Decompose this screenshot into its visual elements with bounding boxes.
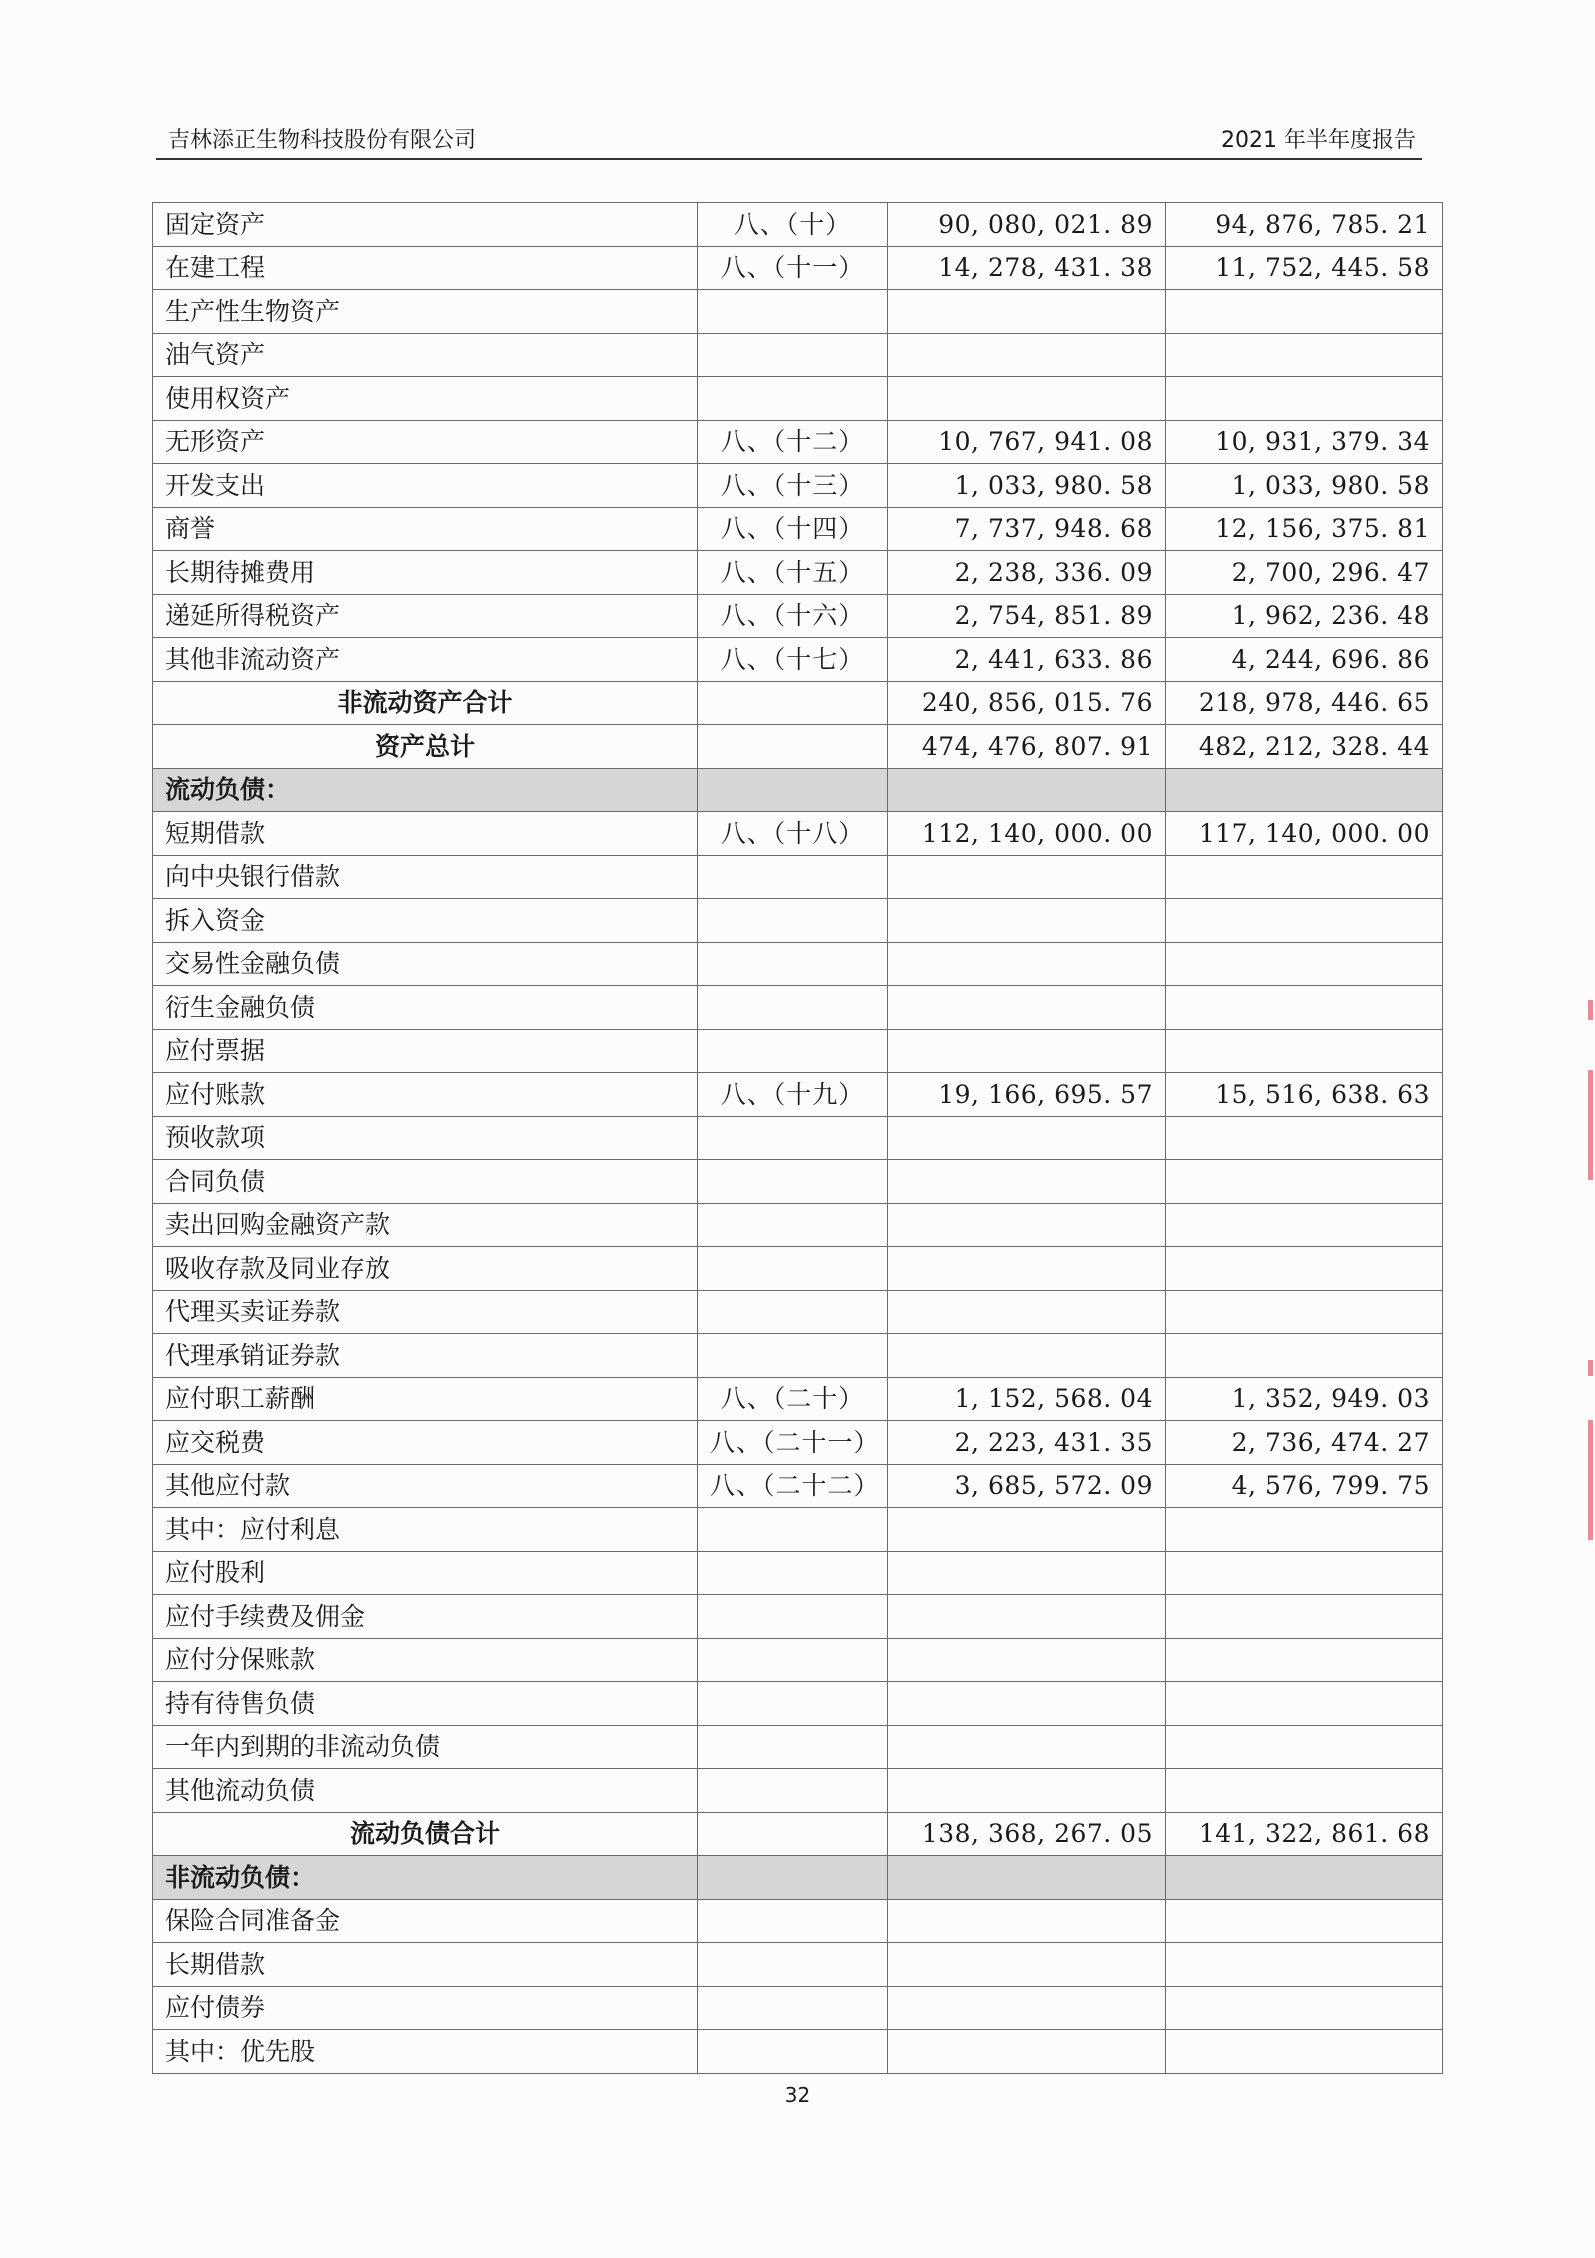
note-ref	[698, 725, 888, 769]
table-row	[153, 1073, 1443, 1117]
table-row	[153, 1116, 1443, 1160]
note-ref: 八、（十六）	[698, 594, 888, 638]
period-end-value	[888, 1769, 1166, 1813]
period-end-value	[888, 1029, 1166, 1073]
note-ref: 八、（二十）	[698, 1377, 888, 1421]
note-ref: 八、（十四）	[698, 507, 888, 551]
prior-year-end-value: 4, 576, 799. 75	[1166, 1464, 1443, 1508]
table-row	[153, 551, 1443, 595]
prior-year-end-value: 94, 876, 785. 21	[1166, 203, 1443, 247]
table-row	[153, 1421, 1443, 1465]
prior-year-end-value	[1166, 1986, 1443, 2030]
note-ref	[698, 2030, 888, 2074]
prior-year-end-value: 117, 140, 000. 00	[1166, 812, 1443, 856]
prior-year-end-value	[1166, 1638, 1443, 1682]
prior-year-end-value	[1166, 1943, 1443, 1987]
table-row	[153, 507, 1443, 551]
row-label: 合同负债	[153, 1160, 698, 1204]
balance-sheet-table	[152, 202, 1443, 2074]
note-ref	[698, 1551, 888, 1595]
prior-year-end-value	[1166, 1551, 1443, 1595]
table-row	[153, 1725, 1443, 1769]
table-row	[153, 464, 1443, 508]
note-ref: 八、（十三）	[698, 464, 888, 508]
table-row	[153, 1334, 1443, 1378]
row-label: 应付票据	[153, 1029, 698, 1073]
period-end-value: 90, 080, 021. 89	[888, 203, 1166, 247]
prior-year-end-value	[1166, 1725, 1443, 1769]
row-label: 应付职工薪酬	[153, 1377, 698, 1421]
prior-year-end-value	[1166, 1116, 1443, 1160]
row-label: 无形资产	[153, 420, 698, 464]
table-row	[153, 420, 1443, 464]
note-ref	[698, 986, 888, 1030]
prior-year-end-value	[1166, 1682, 1443, 1726]
page-number: 32	[784, 2083, 811, 2107]
note-ref	[698, 1203, 888, 1247]
period-end-value: 3, 685, 572. 09	[888, 1464, 1166, 1508]
row-label: 预收款项	[153, 1116, 698, 1160]
table-row	[153, 1899, 1443, 1943]
prior-year-end-value: 15, 516, 638. 63	[1166, 1073, 1443, 1117]
period-end-value: 7, 737, 948. 68	[888, 507, 1166, 551]
prior-year-end-value: 2, 700, 296. 47	[1166, 551, 1443, 595]
prior-year-end-value	[1166, 986, 1443, 1030]
row-label: 应付账款	[153, 1073, 698, 1117]
prior-year-end-value	[1166, 1029, 1443, 1073]
note-ref	[698, 1638, 888, 1682]
total-row	[153, 681, 1443, 725]
prior-year-end-value	[1166, 2030, 1443, 2074]
period-end-value	[888, 899, 1166, 943]
row-label: 卖出回购金融资产款	[153, 1203, 698, 1247]
row-label: 流动负债：	[153, 768, 698, 812]
table-row	[153, 942, 1443, 986]
period-end-value	[888, 1290, 1166, 1334]
prior-year-end-value	[1166, 1247, 1443, 1291]
prior-year-end-value	[1166, 1595, 1443, 1639]
note-ref: 八、（二十一）	[698, 1421, 888, 1465]
seal-edge-marks	[1588, 1000, 1593, 1560]
row-label: 资产总计	[153, 725, 698, 769]
period-end-value: 14, 278, 431. 38	[888, 246, 1166, 290]
period-end-value: 112, 140, 000. 00	[888, 812, 1166, 856]
table-row	[153, 1986, 1443, 2030]
table-row	[153, 203, 1443, 247]
period-end-value	[888, 1160, 1166, 1204]
prior-year-end-value: 10, 931, 379. 34	[1166, 420, 1443, 464]
prior-year-end-value	[1166, 377, 1443, 421]
table-row	[153, 1551, 1443, 1595]
table-row	[153, 855, 1443, 899]
note-ref	[698, 1725, 888, 1769]
table-row	[153, 1464, 1443, 1508]
prior-year-end-value: 11, 752, 445. 58	[1166, 246, 1443, 290]
period-end-value	[888, 986, 1166, 1030]
period-end-value	[888, 2030, 1166, 2074]
row-label: 短期借款	[153, 812, 698, 856]
prior-year-end-value: 1, 033, 980. 58	[1166, 464, 1443, 508]
prior-year-end-value: 2, 736, 474. 27	[1166, 1421, 1443, 1465]
table-row	[153, 1247, 1443, 1291]
row-label: 商誉	[153, 507, 698, 551]
row-label: 在建工程	[153, 246, 698, 290]
note-ref	[698, 1769, 888, 1813]
prior-year-end-value	[1166, 899, 1443, 943]
row-label: 持有待售负债	[153, 1682, 698, 1726]
row-label: 其中：应付利息	[153, 1508, 698, 1552]
period-end-value	[888, 290, 1166, 334]
page-header	[156, 118, 1422, 160]
company-name: 吉林添正生物科技股份有限公司	[168, 128, 477, 153]
row-label: 其他应付款	[153, 1464, 698, 1508]
note-ref	[698, 681, 888, 725]
table-row	[153, 1029, 1443, 1073]
note-ref	[698, 1682, 888, 1726]
table-row	[153, 638, 1443, 682]
period-end-value	[888, 1986, 1166, 2030]
note-ref	[698, 899, 888, 943]
note-ref	[698, 290, 888, 334]
row-label: 固定资产	[153, 203, 698, 247]
row-label: 其他流动负债	[153, 1769, 698, 1813]
period-end-value	[888, 1247, 1166, 1291]
row-label: 非流动负债：	[153, 1856, 698, 1900]
period-end-value: 474, 476, 807. 91	[888, 725, 1166, 769]
note-ref	[698, 1986, 888, 2030]
note-ref: 八、（十一）	[698, 246, 888, 290]
prior-year-end-value: 12, 156, 375. 81	[1166, 507, 1443, 551]
row-label: 代理承销证券款	[153, 1334, 698, 1378]
prior-year-end-value	[1166, 855, 1443, 899]
table-row	[153, 2030, 1443, 2074]
period-end-value	[888, 1638, 1166, 1682]
note-ref	[698, 1290, 888, 1334]
row-label: 开发支出	[153, 464, 698, 508]
section-header-row	[153, 768, 1443, 812]
note-ref: 八、（二十二）	[698, 1464, 888, 1508]
table-row	[153, 246, 1443, 290]
period-end-value	[888, 333, 1166, 377]
table-row	[153, 1203, 1443, 1247]
prior-year-end-value	[1166, 290, 1443, 334]
note-ref	[698, 768, 888, 812]
prior-year-end-value	[1166, 1203, 1443, 1247]
prior-year-end-value	[1166, 1290, 1443, 1334]
note-ref	[698, 1812, 888, 1856]
prior-year-end-value	[1166, 1334, 1443, 1378]
note-ref	[698, 1029, 888, 1073]
table-row	[153, 1290, 1443, 1334]
row-label: 应付手续费及佣金	[153, 1595, 698, 1639]
period-end-value	[888, 1856, 1166, 1900]
note-ref	[698, 1247, 888, 1291]
table-row	[153, 333, 1443, 377]
row-label: 长期待摊费用	[153, 551, 698, 595]
balance-sheet-body	[153, 203, 1443, 2074]
row-label: 应付股利	[153, 1551, 698, 1595]
prior-year-end-value: 1, 352, 949. 03	[1166, 1377, 1443, 1421]
note-ref	[698, 1595, 888, 1639]
note-ref: 八、（十七）	[698, 638, 888, 682]
period-end-value: 10, 767, 941. 08	[888, 420, 1166, 464]
prior-year-end-value: 1, 962, 236. 48	[1166, 594, 1443, 638]
row-label: 其他非流动资产	[153, 638, 698, 682]
period-end-value: 2, 754, 851. 89	[888, 594, 1166, 638]
prior-year-end-value	[1166, 768, 1443, 812]
note-ref	[698, 377, 888, 421]
note-ref	[698, 1899, 888, 1943]
note-ref: 八、（十九）	[698, 1073, 888, 1117]
period-end-value: 1, 033, 980. 58	[888, 464, 1166, 508]
period-end-value: 240, 856, 015. 76	[888, 681, 1166, 725]
row-label: 拆入资金	[153, 899, 698, 943]
table-row	[153, 812, 1443, 856]
period-end-value: 1, 152, 568. 04	[888, 1377, 1166, 1421]
period-end-value	[888, 1899, 1166, 1943]
period-end-value	[888, 942, 1166, 986]
note-ref	[698, 333, 888, 377]
note-ref	[698, 855, 888, 899]
period-end-value	[888, 1595, 1166, 1639]
report-title: 2021 年半年度报告	[1221, 128, 1416, 153]
table-row	[153, 1508, 1443, 1552]
note-ref: 八、（十）	[698, 203, 888, 247]
note-ref	[698, 1116, 888, 1160]
period-end-value: 2, 441, 633. 86	[888, 638, 1166, 682]
note-ref: 八、（十八）	[698, 812, 888, 856]
section-header-row	[153, 1856, 1443, 1900]
row-label: 非流动资产合计	[153, 681, 698, 725]
note-ref	[698, 1334, 888, 1378]
row-label: 代理买卖证券款	[153, 1290, 698, 1334]
table-row	[153, 1595, 1443, 1639]
total-row	[153, 1812, 1443, 1856]
note-ref: 八、（十二）	[698, 420, 888, 464]
period-end-value: 2, 238, 336. 09	[888, 551, 1166, 595]
period-end-value	[888, 1943, 1166, 1987]
row-label: 吸收存款及同业存放	[153, 1247, 698, 1291]
row-label: 一年内到期的非流动负债	[153, 1725, 698, 1769]
row-label: 应交税费	[153, 1421, 698, 1465]
prior-year-end-value	[1166, 942, 1443, 986]
note-ref	[698, 1856, 888, 1900]
row-label: 其中：优先股	[153, 2030, 698, 2074]
table-row	[153, 594, 1443, 638]
row-label: 应付分保账款	[153, 1638, 698, 1682]
table-row	[153, 1769, 1443, 1813]
row-label: 长期借款	[153, 1943, 698, 1987]
row-label: 使用权资产	[153, 377, 698, 421]
row-label: 流动负债合计	[153, 1812, 698, 1856]
note-ref	[698, 1943, 888, 1987]
row-label: 交易性金融负债	[153, 942, 698, 986]
table-row	[153, 290, 1443, 334]
row-label: 递延所得税资产	[153, 594, 698, 638]
prior-year-end-value	[1166, 1899, 1443, 1943]
period-end-value	[888, 1203, 1166, 1247]
prior-year-end-value	[1166, 1508, 1443, 1552]
prior-year-end-value	[1166, 1856, 1443, 1900]
row-label: 保险合同准备金	[153, 1899, 698, 1943]
note-ref	[698, 942, 888, 986]
row-label: 向中央银行借款	[153, 855, 698, 899]
row-label: 衍生金融负债	[153, 986, 698, 1030]
prior-year-end-value: 4, 244, 696. 86	[1166, 638, 1443, 682]
total-row	[153, 725, 1443, 769]
period-end-value: 19, 166, 695. 57	[888, 1073, 1166, 1117]
table-row	[153, 1638, 1443, 1682]
period-end-value	[888, 855, 1166, 899]
row-label: 生产性生物资产	[153, 290, 698, 334]
prior-year-end-value	[1166, 1160, 1443, 1204]
prior-year-end-value: 141, 322, 861. 68	[1166, 1812, 1443, 1856]
table-row	[153, 1943, 1443, 1987]
row-label: 油气资产	[153, 333, 698, 377]
period-end-value	[888, 1725, 1166, 1769]
period-end-value: 138, 368, 267. 05	[888, 1812, 1166, 1856]
table-row	[153, 377, 1443, 421]
period-end-value	[888, 1334, 1166, 1378]
table-row	[153, 986, 1443, 1030]
table-row	[153, 1377, 1443, 1421]
period-end-value: 2, 223, 431. 35	[888, 1421, 1166, 1465]
prior-year-end-value	[1166, 333, 1443, 377]
table-row	[153, 899, 1443, 943]
prior-year-end-value: 482, 212, 328. 44	[1166, 725, 1443, 769]
note-ref	[698, 1508, 888, 1552]
note-ref	[698, 1160, 888, 1204]
table-row	[153, 1682, 1443, 1726]
note-ref: 八、（十五）	[698, 551, 888, 595]
period-end-value	[888, 1116, 1166, 1160]
period-end-value	[888, 768, 1166, 812]
period-end-value	[888, 1508, 1166, 1552]
period-end-value	[888, 1551, 1166, 1595]
period-end-value	[888, 1682, 1166, 1726]
row-label: 应付债券	[153, 1986, 698, 2030]
prior-year-end-value: 218, 978, 446. 65	[1166, 681, 1443, 725]
prior-year-end-value	[1166, 1769, 1443, 1813]
period-end-value	[888, 377, 1166, 421]
table-row	[153, 1160, 1443, 1204]
